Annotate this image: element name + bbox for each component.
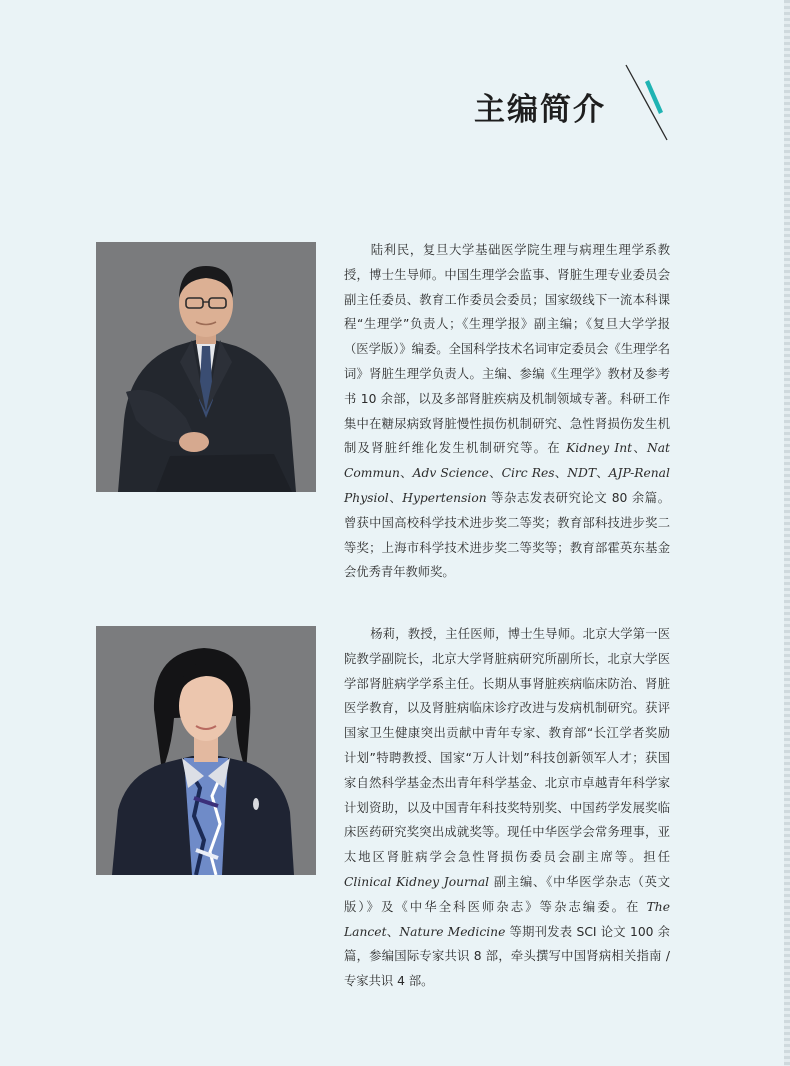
journal-name: NDT bbox=[567, 466, 597, 481]
page-edge-stripe bbox=[784, 0, 790, 1066]
bio-text: 副主编、《中华医学杂志（英文版）》及《中华全科医师杂志》等杂志编委。在 bbox=[344, 874, 671, 914]
journal-name: AJP-Renal Physiol bbox=[344, 466, 670, 505]
bio-text: 等杂志发表研究论文 80 余篇。曾获中国高校科学技术进步奖二等奖；教育部科技进步奖二等奖；上海市科学技术进步奖二等奖等；教育部霍英东基金会优秀青年教师奖。 bbox=[344, 490, 670, 580]
separator: 、 bbox=[554, 466, 568, 481]
page-title: 主编简介 bbox=[474, 92, 606, 128]
separator: 、 bbox=[596, 466, 609, 481]
separator: 、 bbox=[632, 441, 647, 456]
portrait-photo-lu-limin bbox=[96, 242, 316, 492]
separator: 、 bbox=[488, 466, 502, 481]
journal-name: Nat Commun bbox=[344, 441, 670, 481]
separator: 、 bbox=[386, 924, 400, 939]
journal-name: Hypertension bbox=[402, 490, 487, 505]
bio-text: 陆利民，复旦大学基础医学院生理与病理生理学系教授，博士生导师。中国生理学会监事、肾脏生理专业委员会副主任委员、教育工作委员会委员；国家级线下一流本科课程“生理学”负责人；《生理学报》副主编；《复旦大学学报（医学版）》编委。全国科学技术名词审定委员会《生理学名词》肾脏生理学负责人。主编、参编《生理学》教材及参考书 10 余部，以及多部肾脏疾病及机制领域专著。科研工作集中在糖尿病致肾脏慢性损伤机制研究、急性肾损伤发生机制及肾脏纤维化发生机制研究等。在 bbox=[344, 243, 670, 456]
journal-name: Kidney Int bbox=[566, 441, 633, 456]
separator: 、 bbox=[388, 490, 403, 505]
journal-name: Circ Res bbox=[501, 466, 555, 481]
title-slash-decoration bbox=[620, 62, 672, 144]
editor-bio-lu-limin bbox=[344, 238, 670, 585]
journal-name: The Lancet bbox=[344, 899, 670, 939]
journal-name: Clinical Kidney Journal bbox=[344, 874, 490, 889]
portrait-photo-yang-li bbox=[96, 626, 316, 875]
editor-bio-yang-li bbox=[344, 622, 670, 994]
journal-name: Adv Science bbox=[412, 466, 489, 481]
journal-name: Nature Medicine bbox=[399, 924, 506, 939]
bio-text: 等期刊发表 SCI 论文 100 余篇，参编国际专家共识 8 部，牵头撰写中国肾病相关指南 / 专家共识 4 部。 bbox=[344, 924, 670, 989]
bio-text: 杨莉，教授，主任医师，博士生导师。北京大学第一医院教学副院长，北京大学肾脏病研究所副所长，北京大学医学部肾脏病学学系主任。长期从事肾脏疾病临床防治、肾脏医学教育，以及肾脏病临床诊疗改进与发病机制研究。获评国家卫生健康突出贡献中青年专家、教育部“长江学者奖励计划”特聘教授、国家“万人计划”科技创新领军人才；获国家自然科学基金杰出青年科学基金、北京市卓越青年科学家计划资助，以及中国青年科技奖特别奖、中国药学发展奖临床医药研究奖突出成就奖等。现任中华医学会常务理事，亚太地区肾脏病学会急性肾损伤委员会副主席等。担任 bbox=[344, 627, 670, 865]
separator: 、 bbox=[399, 466, 413, 481]
